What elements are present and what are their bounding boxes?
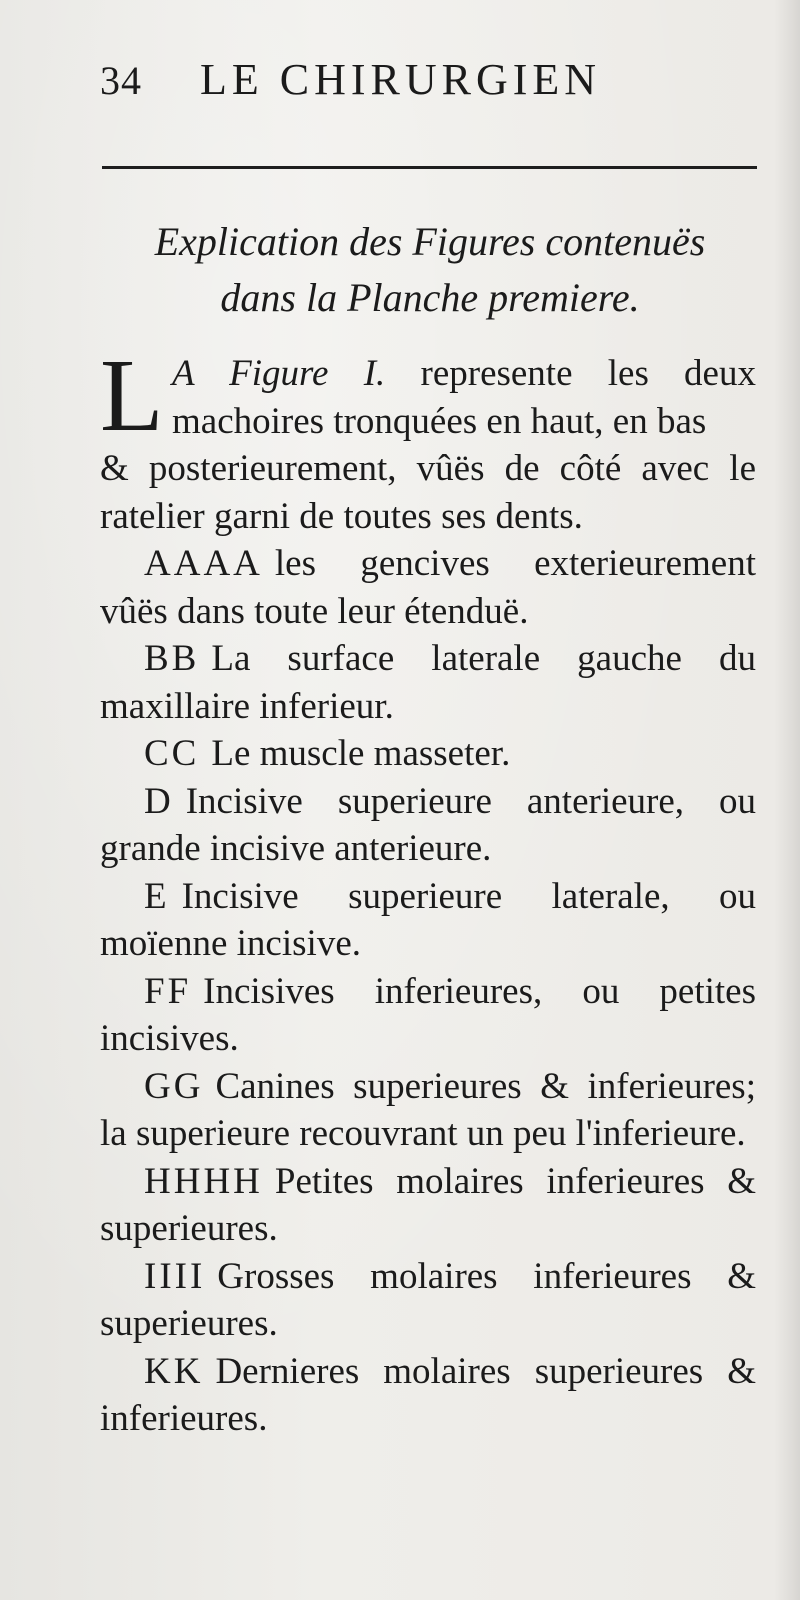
- legend-key: HHHH: [144, 1160, 263, 1202]
- legend-text: Grosses molaires inferieures & superieures.: [100, 1255, 756, 1344]
- section-title-line-1: Explication des Figures contenuës: [154, 219, 706, 264]
- legend-item: [100, 1158, 756, 1253]
- legend-key: E: [144, 875, 170, 917]
- legend-item: [100, 968, 756, 1063]
- legend-text: Petites molaires inferieures & superieures.: [100, 1160, 756, 1249]
- legend-key: IIII: [144, 1255, 206, 1297]
- intro-paragraph: [100, 338, 756, 540]
- legend-key: D: [144, 780, 174, 822]
- legend-item: [100, 635, 756, 730]
- legend-key: BB: [144, 638, 200, 679]
- legend-item: [100, 730, 756, 778]
- legend-item: [100, 873, 756, 968]
- legend-key: FF: [144, 970, 192, 1012]
- legend-item: [100, 1063, 756, 1158]
- legend-text: Incisives inferieures, ou petites incisives.: [100, 970, 756, 1059]
- section-title-line-2: dans la Planche premiere.: [220, 275, 640, 320]
- page-number: 34: [100, 58, 142, 103]
- intro-lead: A Figure I.: [172, 353, 386, 394]
- legend-key: AAAA: [144, 543, 263, 584]
- running-head: LE CHIRURGIEN: [200, 55, 602, 104]
- section-title: [100, 214, 760, 326]
- legend-key: CC: [144, 733, 200, 774]
- legend-text: Incisive superieure anterieure, ou grande incisive anterieure.: [100, 780, 756, 869]
- legend-text: Canines superieures & inferieures; la superieure recouvrant un peu l'inferieure.: [100, 1065, 756, 1154]
- legend-item: [100, 778, 756, 873]
- legend-text: Dernieres molaires superieures & inferieures.: [100, 1350, 756, 1439]
- legend-text: les gencives exterieurement vûës dans toute leur étenduë.: [100, 543, 756, 632]
- legend-text: La surface laterale gauche du maxillaire inferieur.: [100, 638, 756, 727]
- legend-item: [100, 540, 756, 635]
- page-edge-shadow: [774, 0, 800, 1600]
- legend-text: Incisive superieure laterale, ou moïenne incisive.: [100, 875, 756, 964]
- intro-text-top: represente les deux machoires tronquées en haut, en bas: [172, 353, 756, 442]
- drop-cap: L: [100, 338, 164, 453]
- header-rule: [102, 166, 757, 169]
- legend-key: KK: [144, 1350, 204, 1392]
- legend-key: GG: [144, 1065, 204, 1107]
- legend-text: Le muscle masseter.: [211, 733, 511, 774]
- legend-item: [100, 1253, 756, 1348]
- page-header: [100, 54, 750, 114]
- legend-item: [100, 1348, 756, 1443]
- intro-text-rest: & posterieurement, vûës de côté avec le ratelier garni de toutes ses dents.: [100, 448, 756, 537]
- page-body: [100, 338, 756, 1443]
